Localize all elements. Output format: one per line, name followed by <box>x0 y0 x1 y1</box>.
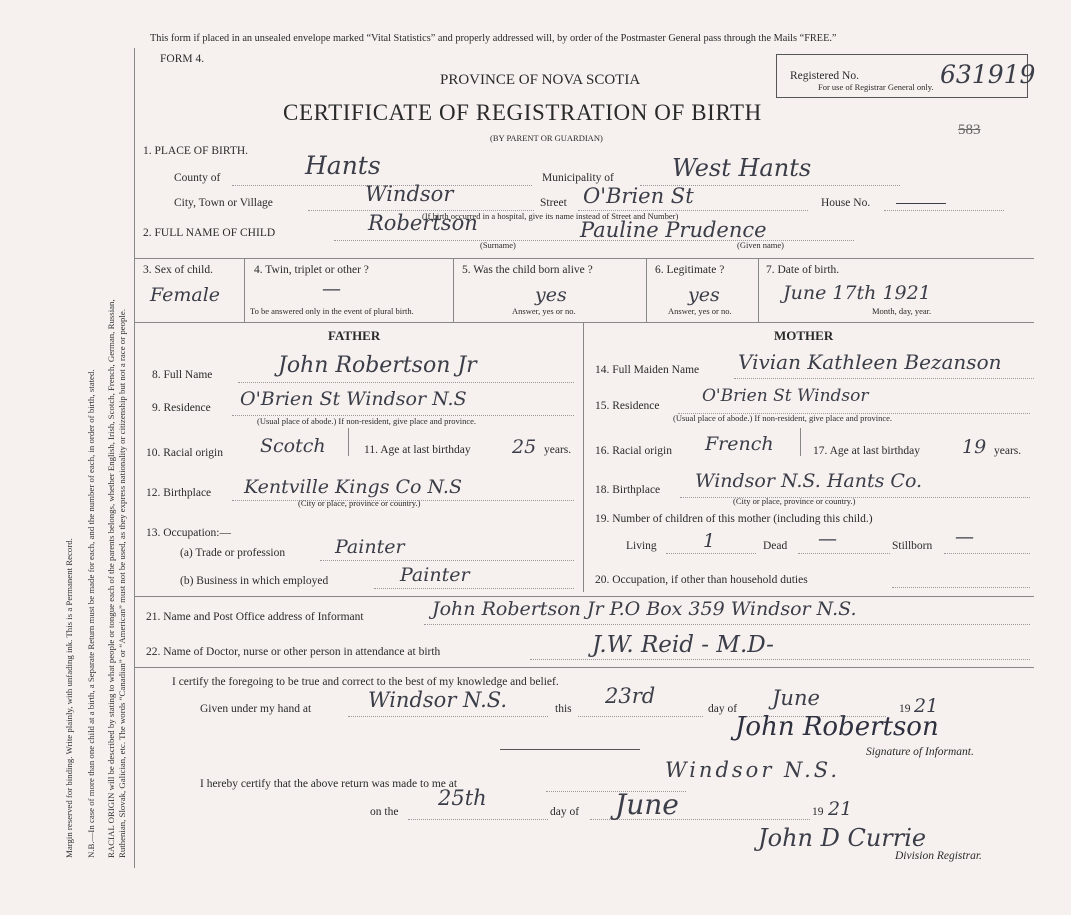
county-value: Hants <box>305 151 381 180</box>
given-year-prefix: 19 <box>899 703 911 715</box>
mother-heading: MOTHER <box>774 328 834 343</box>
father-age-value: 25 <box>512 436 537 458</box>
father-trade-value: Painter <box>335 536 405 558</box>
legitimate-value: yes <box>688 284 720 306</box>
child-given-name: Pauline Prudence <box>580 218 767 242</box>
registrar-text: I hereby certify that the above return was made to me at <box>200 778 458 790</box>
registrar-month-value: June <box>615 788 679 821</box>
mail-note: This form if placed in an unsealed envelope marked “Vital Statistics” and properly addressed will, by order of the Postmaster General pass through the Mails “FREE.” <box>150 33 837 44</box>
birth-date-note: Month, day, year. <box>872 306 932 316</box>
given-year-value: 21 <box>914 695 939 717</box>
child-surname: Robertson <box>368 211 478 235</box>
registrar-signature: John D Currie <box>758 824 927 852</box>
alive-note: Answer, yes or no. <box>512 306 576 316</box>
mother-age-value: 19 <box>962 436 987 458</box>
mother-birthplace-value: Windsor N.S. Hants Co. <box>695 470 923 492</box>
father-residence-note: (Usual place of abode.) If non-resident, give place and province. <box>257 416 477 426</box>
father-occupation-label: 13. Occupation:— <box>146 527 231 539</box>
given-place-value: Windsor N.S. <box>368 688 508 712</box>
mother-birthplace-note: (City or place, province or country.) <box>733 496 856 506</box>
given-dayof-label: day of <box>708 703 738 715</box>
municipality-label: Municipality of <box>542 172 614 184</box>
father-race-label: 10. Racial origin <box>146 447 223 459</box>
page-title: CERTIFICATE OF REGISTRATION OF BIRTH <box>283 100 762 125</box>
registrar-year-prefix: 19 <box>812 806 824 818</box>
father-business-value: Painter <box>400 564 470 586</box>
street-note: (If birth occurred in a hospital, give its name instead of Street and Number) <box>422 211 679 221</box>
mother-age-unit: years. <box>994 445 1022 457</box>
street-label: Street <box>540 197 567 209</box>
sex-label: 3. Sex of child. <box>143 264 213 276</box>
registrar-on-label: on the <box>370 806 399 818</box>
doctor-label: 22. Name of Doctor, nurse or other person in attendance at birth <box>146 646 441 658</box>
father-birthplace-value: Kentville Kings Co N.S <box>244 476 462 498</box>
alive-label: 5. Was the child born alive ? <box>462 264 593 276</box>
father-birthplace-note: (City or place, province or country.) <box>298 498 421 508</box>
father-race-value: Scotch <box>260 435 326 457</box>
legitimate-label: 6. Legitimate ? <box>655 264 725 276</box>
side-note-4: Ruthenian, Slovak, Galician, etc. The words “Canadian” or “American” must not be used, as they express nationality or citizenship but not a race or people. <box>117 309 127 858</box>
father-residence-label: 9. Residence <box>152 402 211 414</box>
father-name-label: 8. Full Name <box>152 369 213 381</box>
father-business-label: (b) Business in which employed <box>180 575 329 587</box>
twin-note: To be answered only in the event of plural birth. <box>250 306 414 316</box>
county-label: County of <box>174 172 221 184</box>
child-name-label: 2. FULL NAME OF CHILD <box>143 227 276 239</box>
mother-race-value: French <box>705 433 774 455</box>
sex-value: Female <box>150 284 221 306</box>
mother-residence-value: O'Brien St Windsor <box>702 386 869 406</box>
father-age-label: 11. Age at last birthday <box>364 444 471 456</box>
side-note-3: RACIAL ORIGIN will be described by stating to what people or tongue each of the parents belongs, whether English, Irish, Scotch, French, German, Russian, <box>106 299 116 858</box>
twin-label: 4. Twin, triplet or other ? <box>254 264 369 276</box>
side-note-2: N.B.—In case of more than one child at a birth, a Separate Return must be made for each, and the number of each, in order of birth, stated. <box>86 369 96 858</box>
side-note-1: Margin reserved for binding. Write plainly, with unfading ink. This is a Permanent Record. <box>64 538 74 858</box>
living-value: 1 <box>703 530 716 552</box>
mother-name-value: Vivian Kathleen Bezanson <box>738 350 1002 374</box>
father-residence-value: O'Brien St Windsor N.S <box>240 388 467 410</box>
given-month-value: June <box>772 686 820 710</box>
given-day-value: 23rd <box>605 684 656 708</box>
registrar-place-value: Windsor N.S. <box>665 758 841 782</box>
registered-number: 631919 <box>940 60 1036 89</box>
house-label: House No. <box>821 197 871 209</box>
informant-signature: John Robertson <box>735 712 939 742</box>
form-number: FORM 4. <box>160 53 205 65</box>
dead-label: Dead <box>763 540 788 552</box>
father-name-value: John Robertson Jr <box>278 353 477 378</box>
legitimate-note: Answer, yes or no. <box>668 306 732 316</box>
registrar-day-value: 25th <box>438 786 487 810</box>
registered-label: Registered No. <box>790 70 859 82</box>
city-label: City, Town or Village <box>174 197 273 209</box>
mother-residence-label: 15. Residence <box>595 400 660 412</box>
birth-date-label: 7. Date of birth. <box>766 264 840 276</box>
mother-name-label: 14. Full Maiden Name <box>595 364 700 376</box>
surname-note: (Surname) <box>480 240 516 250</box>
registrar-dayof-label: day of <box>550 806 580 818</box>
mother-age-label: 17. Age at last birthday <box>813 445 920 457</box>
stillborn-label: Stillborn <box>892 540 933 552</box>
mother-race-label: 16. Racial origin <box>595 445 672 457</box>
registered-note: For use of Registrar General only. <box>818 82 934 92</box>
place-section-label: 1. PLACE OF BIRTH. <box>143 145 249 157</box>
corner-note: 583 <box>958 122 981 138</box>
living-label: Living <box>626 540 657 552</box>
dead-value: — <box>818 528 837 550</box>
page-subtitle: (BY PARENT OR GUARDIAN) <box>490 133 603 143</box>
father-age-unit: years. <box>544 444 572 456</box>
twin-value: — <box>322 278 341 300</box>
doctor-value: J.W. Reid - M.D- <box>592 632 774 658</box>
this-label: this <box>555 703 572 715</box>
father-heading: FATHER <box>328 328 381 343</box>
mother-children-label: 19. Number of children of this mother (including this child.) <box>595 513 873 525</box>
mother-residence-note: (Usual place of abode.) If non-resident, give place and province. <box>673 413 893 423</box>
stillborn-value: — <box>955 526 974 548</box>
registrar-year-value: 21 <box>828 798 853 820</box>
mother-occupation-label: 20. Occupation, if other than household duties <box>595 574 808 586</box>
municipality-value: West Hants <box>672 154 812 182</box>
father-trade-label: (a) Trade or profession <box>180 547 286 559</box>
province-heading: PROVINCE OF NOVA SCOTIA <box>440 72 641 88</box>
registrar-signature-label: Division Registrar. <box>895 850 982 862</box>
father-birthplace-label: 12. Birthplace <box>146 487 212 499</box>
certify-text: I certify the foregoing to be true and correct to the best of my knowledge and belief. <box>172 676 559 688</box>
mother-birthplace-label: 18. Birthplace <box>595 484 661 496</box>
informant-signature-label: Signature of Informant. <box>866 746 974 758</box>
informant-value: John Robertson Jr P.O Box 359 Windsor N.S. <box>432 598 857 620</box>
given-note: (Given name) <box>737 240 784 250</box>
given-under-label: Given under my hand at <box>200 703 312 715</box>
street-value: O'Brien St <box>583 184 694 208</box>
informant-label: 21. Name and Post Office address of Informant <box>146 611 364 623</box>
city-value: Windsor <box>365 182 454 206</box>
alive-value: yes <box>535 284 567 306</box>
birth-date-value: June 17th 1921 <box>783 282 931 304</box>
